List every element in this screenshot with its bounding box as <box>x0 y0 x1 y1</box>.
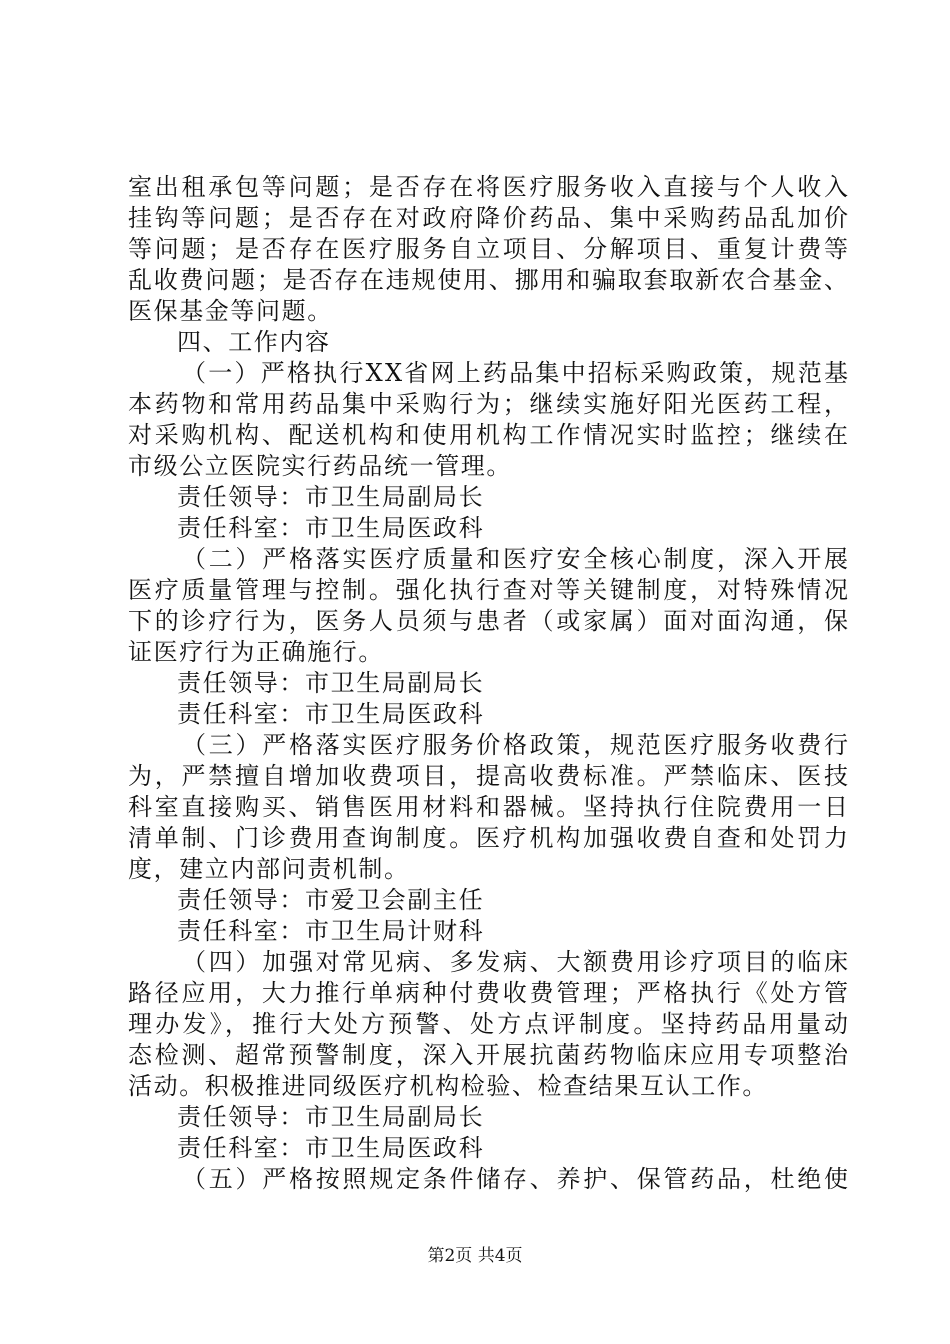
text-line: 责任科室：市卫生局计财科 <box>177 917 485 945</box>
text-line: 四、工作内容 <box>177 328 331 356</box>
text-line: 态检测、超常预警制度，深入开展抗菌药物临床应用专项整治 <box>128 1041 851 1069</box>
text-line: 医疗质量管理与控制。强化执行查对等关键制度，对特殊情况 <box>128 576 851 604</box>
text-line: 为，严禁擅自增加收费项目，提高收费标准。严禁临床、医技 <box>128 762 851 790</box>
text-line: 室出租承包等问题；是否存在将医疗服务收入直接与个人收入 <box>128 173 851 201</box>
text-line: 本药物和常用药品集中采购行为；继续实施好阳光医药工程， <box>128 390 851 418</box>
text-line: （二）严格落实医疗质量和医疗安全核心制度，深入开展 <box>182 545 851 573</box>
text-line: 对采购机构、配送机构和使用机构工作情况实时监控；继续在 <box>128 421 851 449</box>
text-line: 责任领导：市卫生局副局长 <box>177 1103 485 1131</box>
text-line: 责任科室：市卫生局医政科 <box>177 700 485 728</box>
text-line: 等问题；是否存在医疗服务自立项目、分解项目、重复计费等 <box>128 235 851 263</box>
text-line: 责任领导：市卫生局副局长 <box>177 669 485 697</box>
page-footer: 第2页 共4页 <box>427 1246 523 1266</box>
text-line: 责任科室：市卫生局医政科 <box>177 514 485 542</box>
text-line: 证医疗行为正确施行。 <box>128 638 384 666</box>
text-line: 乱收费问题；是否存在违规使用、挪用和骗取套取新农合基金、 <box>128 266 850 294</box>
text-line: 活动。积极推进同级医疗机构检验、检查结果互认工作。 <box>128 1072 768 1100</box>
text-line: 路径应用，大力推行单病种付费收费管理；严格执行《处方管 <box>128 979 851 1007</box>
text-line: （五）严格按照规定条件储存、养护、保管药品，杜绝使 <box>182 1165 851 1193</box>
text-line: （四）加强对常见病、多发病、大额费用诊疗项目的临床 <box>182 948 851 976</box>
text-line: 下的诊疗行为，医务人员须与患者（或家属）面对面沟通，保 <box>128 607 851 635</box>
text-line: 责任领导：市卫生局副局长 <box>177 483 485 511</box>
text-line: 医保基金等问题。 <box>128 297 333 325</box>
text-line: 市级公立医院实行药品统一管理。 <box>128 452 512 480</box>
text-line: 理办发》，推行大处方预警、处方点评制度。坚持药品用量动 <box>128 1010 852 1038</box>
text-line: 度，建立内部问责机制。 <box>128 855 410 883</box>
text-line: 责任科室：市卫生局医政科 <box>177 1134 485 1162</box>
text-line: （一）严格执行XX省网上药品集中招标采购政策，规范基 <box>182 359 851 387</box>
text-line: 责任领导：市爱卫会副主任 <box>177 886 485 914</box>
document-body <box>128 172 852 1195</box>
text-line: （三）严格落实医疗服务价格政策，规范医疗服务收费行 <box>182 731 851 759</box>
text-line: 科室直接购买、销售医用材料和器械。坚持执行住院费用一日 <box>128 793 851 821</box>
text-line: 清单制、门诊费用查询制度。医疗机构加强收费自查和处罚力 <box>128 824 851 852</box>
text-line: 挂钩等问题；是否存在对政府降价药品、集中采购药品乱加价 <box>128 204 851 232</box>
